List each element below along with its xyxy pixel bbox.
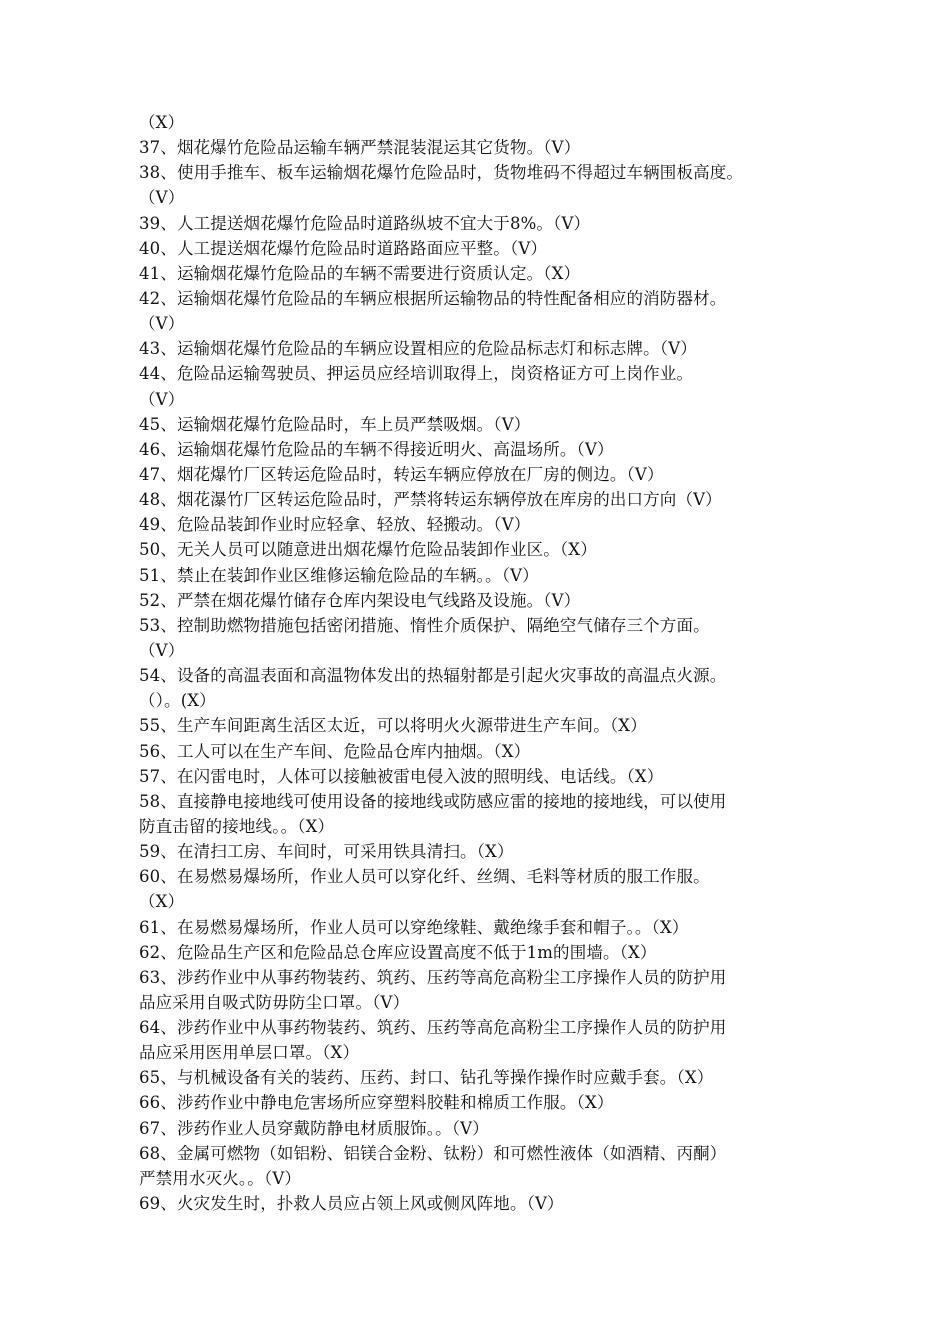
text-line: 46、运输烟花爆竹危险品的车辆不得接近明火、高温场所。（V）: [139, 439, 614, 459]
text-line: （V）: [139, 640, 185, 660]
text-line: （V）: [139, 314, 185, 334]
text-line: 56、工人可以在生产车间、危险品仓库内抽烟。（X）: [139, 741, 531, 761]
text-line: （V）: [139, 389, 185, 409]
document-body: [139, 110, 829, 1216]
text-line: 38、使用手推车、板车运输烟花爆竹危险品时，货物堆码不得超过车辆围板高度。: [139, 163, 744, 183]
text-line: 防直击留的接地线。。（X）: [139, 816, 335, 836]
text-line: 63、涉药作业中从事药物装药、筑药、压药等高危高粉尘工序操作人员的防护用: [139, 967, 727, 987]
text-line: 54、设备的高温表面和高温物体发出的热辐射都是引起火灾事故的高温点火源。: [139, 666, 727, 686]
text-line: 59、在清扫工房、车间时，可采用铁具清扫。（X）: [139, 842, 514, 862]
text-line: 62、危险品生产区和危险品总仓库应设置高度不低于1m的围墙。（X）: [139, 942, 657, 962]
text-line: 品应采用自吸式防毋防尘口罩。（V）: [139, 992, 410, 1012]
text-line: （X）: [139, 113, 185, 132]
text-line: 品应采用医用单层口罩。（X）: [139, 1043, 360, 1063]
text-line: 60、在易燃易爆场所，作业人员可以穿化纤、丝绸、毛料等材质的服工作服。: [139, 867, 710, 887]
text-line: 68、金属可燃物（如铝粉、铝镁合金粉、钛粉）和可燃性液体（如酒精、丙酮）: [139, 1143, 727, 1163]
text-line: 42、运输烟花爆竹危险品的车辆应根据所运输物品的特性配备相应的消防器材。: [139, 288, 727, 308]
text-line: 61、在易燃易爆场所，作业人员可以穿绝缘鞋、戴绝缘手套和帽子。。（X）: [139, 917, 689, 937]
text-line: 69、火灾发生时，扑救人员应占领上风或侧风阵地。（V）: [139, 1194, 564, 1214]
text-line: 41、运输烟花爆竹危险品的车辆不需要进行资质认定。（X）: [139, 263, 581, 283]
text-line: 39、人工提送烟花爆竹危险品时道路纵坡不宜大于8%。（V）: [139, 213, 591, 233]
text-line: 45、运输烟花爆竹危险品时，车上员严禁吸烟。（V）: [139, 414, 531, 434]
text-line: （V）: [139, 188, 185, 208]
text-line: 51、禁止在装卸作业区维修运输危险品的车辆。。（V）: [139, 565, 539, 585]
text-line: 48、烟花瀑竹厂区转运危险品时，严禁将转运东辆停放在库房的出口方向（V）: [139, 490, 722, 510]
text-line: 40、人工提送烟花爆竹危险品时道路路面应平整。（V）: [139, 238, 548, 258]
text-line: （X）: [139, 892, 185, 912]
text-line: 49、危险品装卸作业时应轻拿、轻放、轻搬动。（V）: [139, 515, 531, 535]
text-line: 57、在闪雷电时，人体可以接触被雷电侵入波的照明线、电话线。（X）: [139, 766, 664, 786]
text-line: 37、烟花爆竹危险品运输车辆严禁混装混运其它货物。（V）: [139, 138, 581, 158]
text-line: 严禁用水灭火。。（V）: [139, 1168, 302, 1188]
text-line: 66、涉药作业中静电危害场所应穿塑料胶鞋和棉质工作服。（X）: [139, 1093, 614, 1113]
text-line: 55、生产车间距离生活区太近，可以将明火火源带进生产车间。（X）: [139, 716, 647, 736]
text-line: 53、控制助燃物措施包括密闭措施、惰性介质保护、隔绝空气储存三个方面。: [139, 615, 710, 635]
text-line: （）。(X）: [139, 691, 216, 711]
text-line: 50、无关人员可以随意进出烟花爆竹危险品装卸作业区。（X）: [139, 540, 597, 560]
text-line: 43、运输烟花爆竹危险品的车辆应设置相应的危险品标志灯和标志牌。（V）: [139, 339, 697, 359]
text-line: 47、烟花爆竹厂区转运危险品时，转运车辆应停放在厂房的侧边。（V）: [139, 464, 664, 484]
text-line: 64、涉药作业中从事药物装药、筑药、压药等高危高粉尘工序操作人员的防护用: [139, 1018, 727, 1038]
text-line: 44、危险品运输驾驶员、押运员应经培训取得上，岗资格证方可上岗作业。: [139, 364, 694, 384]
text-line: 58、直接静电接地线可使用设备的接地线或防感应雷的接地的接地线，可以使用: [139, 791, 727, 811]
text-line: 65、与机械设备有关的装药、压药、封口、钻孔等操作操作时应戴手套。（X）: [139, 1068, 714, 1088]
text-line: 67、涉药作业人员穿戴防静电材质服饰。。（V）: [139, 1118, 489, 1138]
text-line: 52、严禁在烟花爆竹储存仓库内架设电气线路及设施。（V）: [139, 590, 581, 610]
